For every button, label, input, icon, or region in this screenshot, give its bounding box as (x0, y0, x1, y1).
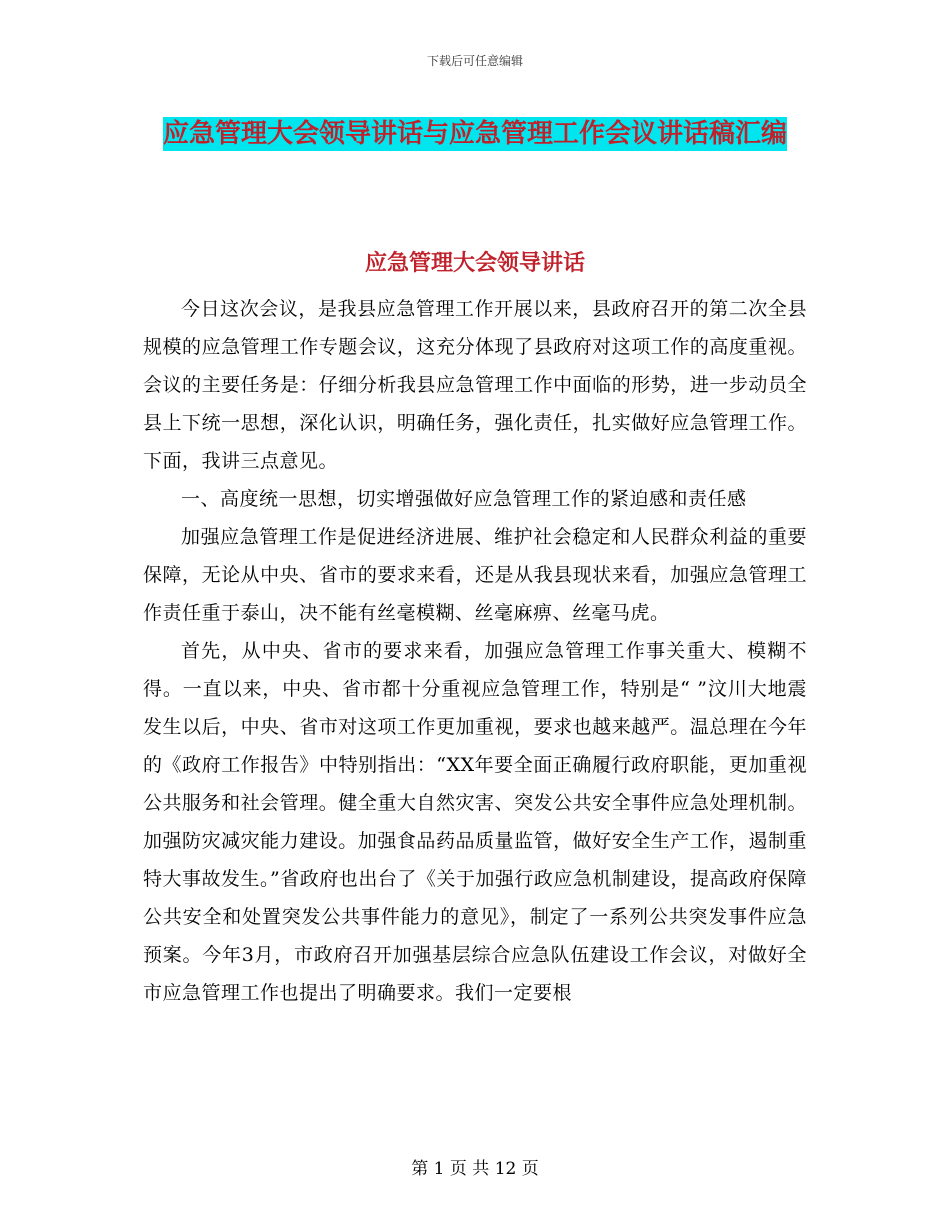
section-title: 应急管理大会领导讲话 (364, 251, 585, 276)
document-title (140, 110, 810, 158)
paragraph: 一、高度统一思想，切实增强做好应急管理工作的紧迫感和责任感 (181, 488, 747, 510)
document-body (143, 290, 807, 1012)
paragraph: 加强应急管理工作是促进经济进展、维护社会稳定和人民群众利益的重要保障，无论从中央、省市的要求来看，还是从我县现状来看，加强应急管理工作责任重于泰山，决不能有丝毫模糊、丝毫麻痹、丝毫马虎。 (143, 526, 807, 624)
header-note: 下载后可任意编辑 (426, 54, 523, 68)
paragraph: 今日这次会议，是我县应急管理工作开展以来，县政府召开的第二次全县规模的应急管理工作专题会议，这充分体现了县政府对这项工作的高度重视。会议的主要任务是：仔细分析我县应急管理工作中面临的形势，进一步动员全县上下统一思想，深化认识，明确任务，强化责任，扎实做好应急管理工作。下面，我讲三点意见。 (143, 298, 807, 472)
page-number: 第 1 页 共 12 页 (411, 1159, 539, 1179)
paragraph: 首先，从中央、省市的要求来看，加强应急管理工作事关重大、模糊不得。一直以来，中央、省市都十分重视应急管理工作，特别是“ ”汶川大地震发生以后，中央、省市对这项工作更加重视，要求也越来越严。温总理在今年的《政府工作报告》中特别指出：“XX年要全面正确履行政府职能，更加重视公共服务和社会管理。健全重大自然灾害、突发公共安全事件应急处理机制。加强防灾减灾能力建设。加强食品药品质量监管，做好安全生产工作，遏制重特大事故发生。”省政府也出台了《关于加强行政应急机制建设，提高政府保障公共安全和处置突发公共事件能力的意见》，制定了一系列公共突发事件应急预案。今年3月，市政府召开加强基层综合应急队伍建设工作会议，对做好全市应急管理工作也提出了明确要求。我们一定要根 (143, 640, 807, 1004)
document-title-text: 应急管理大会领导讲话与应急管理工作会议讲话稿汇编 (162, 119, 787, 149)
